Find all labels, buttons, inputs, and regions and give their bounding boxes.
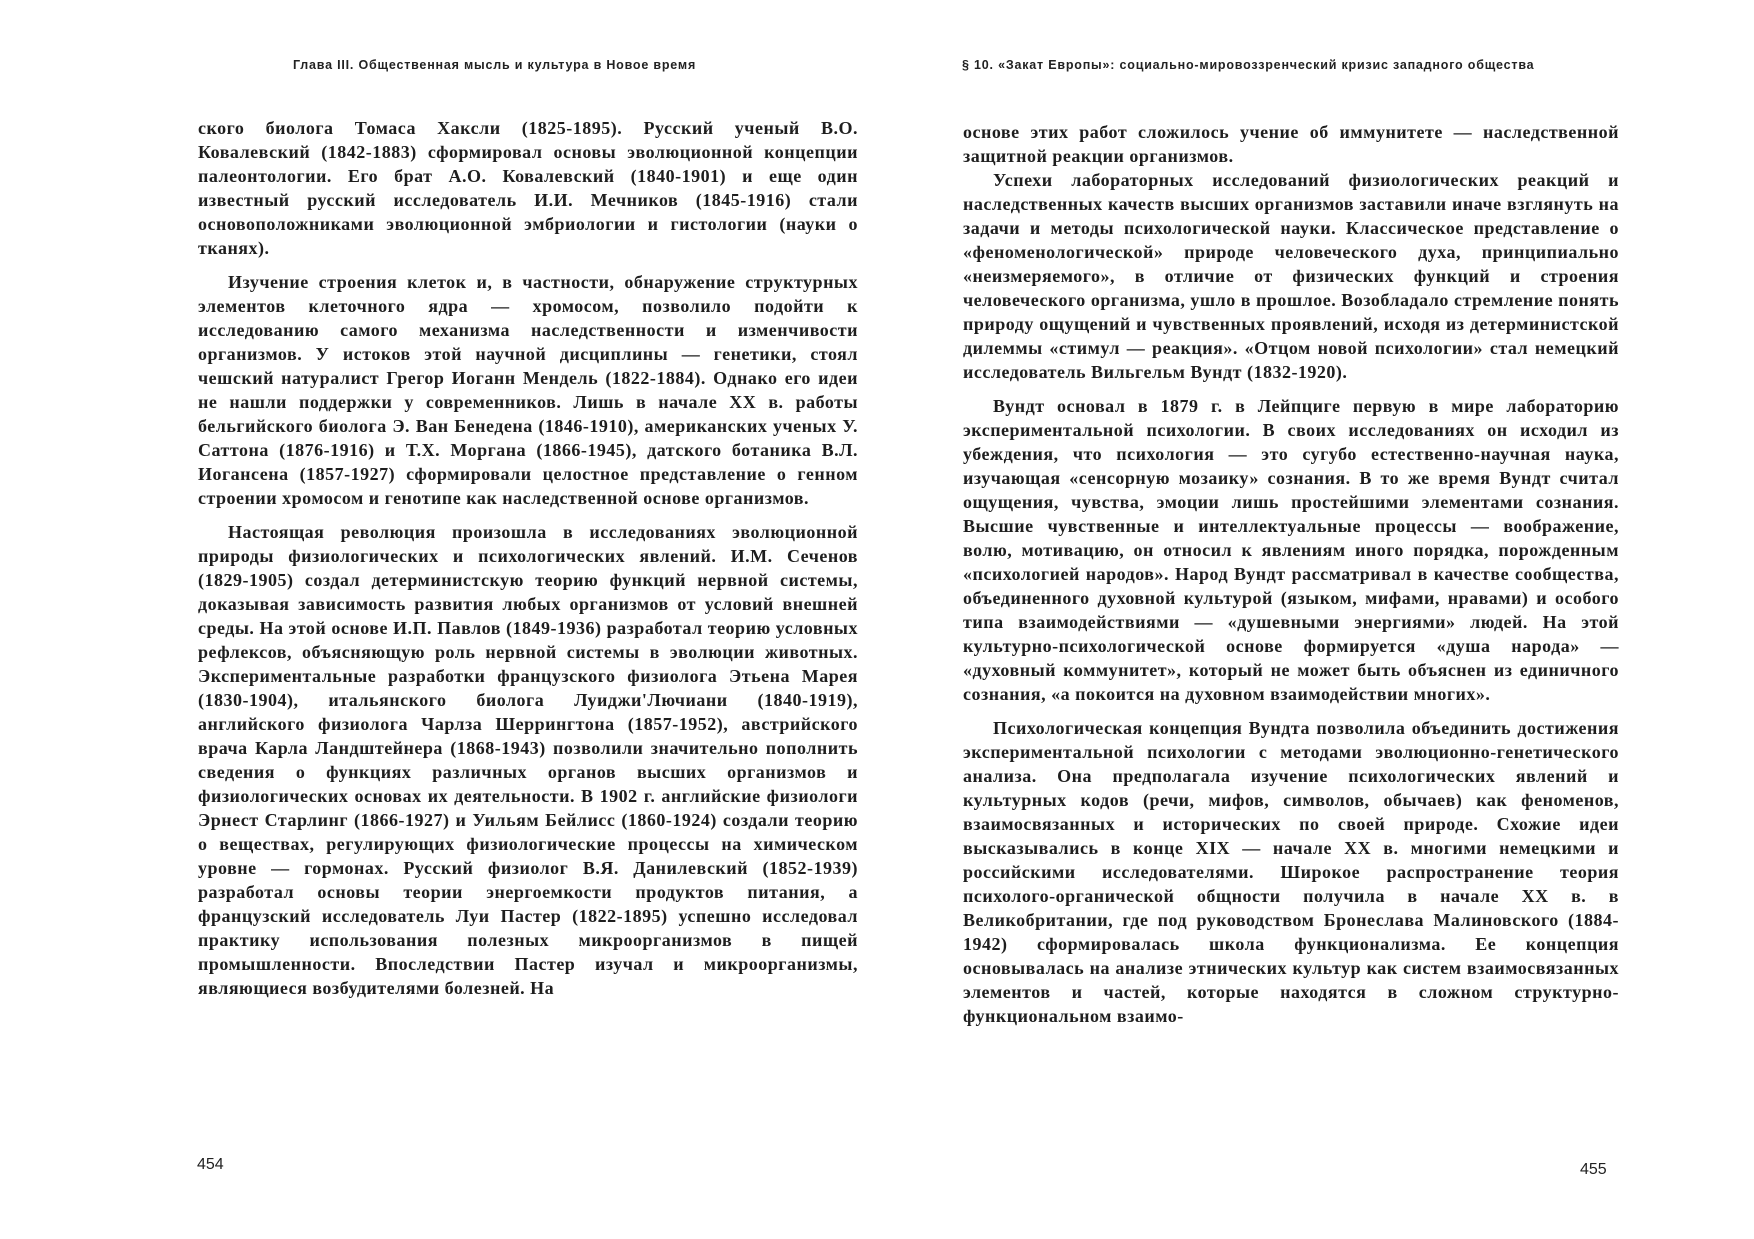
paragraph: ского биолога Томаса Хаксли (1825-1895). Русский ученый В.О. Ковалевский (1842-1883) сформировал основы эволюционной концепции палеонтологии. Его брат А.О. Ковалевский (1840-1901) и еще один известный русский исследователь И.И. Мечников (1845-1916) стали основоположниками эволюционной эмбриологии и гистологии (науки о тканях). bbox=[198, 118, 858, 258]
page-number-right: 455 bbox=[1580, 1161, 1607, 1178]
paragraph: основе этих работ сложилось учение об иммунитете — наследственной защитной реакции организмов. bbox=[963, 122, 1619, 166]
paragraph: Психологическая концепция Вундта позволила объединить достижения экспериментальной психологии с методами эволюционно-генетического анализа. Она предполагала изучение психологических явлений и культурных кодов (речи, мифов, символов, обычаев) как феноменов, взаимосвязанных и исторических по своей природе. Схожие идеи высказывались в конце XIX — начале XX в. многими немецкими и российскими исследователями. Широкое распространение теория психолого-органической общности получила в начале XX в. в Великобритании, где под руководством Бронеслава Малиновского (1884-1942) сформировалась школа функционализма. Ее концепция основывалась на анализе этнических культур как систем взаимосвязанных элементов и частей, которые находятся в сложном структурно-функциональном взаимо- bbox=[963, 718, 1619, 1026]
paragraph: Успехи лабораторных исследований физиологических реакций и наследственных качеств высших организмов заставили иначе взглянуть на задачи и методы психологической науки. Классическое представление о «феноменологической» природе человеческого духа, принципиально «неизмеряемого», в отличие от физических функций и строения человеческого организма, ушло в прошлое. Возобладало стремление понять природу ощущений и чувственных проявлений, исходя из детерминистской дилеммы «стимул — реакция». «Отцом новой психологии» стал немецкий исследователь Вильгельм Вундт (1832-1920). bbox=[963, 170, 1619, 382]
body-text-left bbox=[198, 116, 858, 1000]
body-text-right bbox=[963, 120, 1619, 1028]
paragraph: Изучение строения клеток и, в частности, обнаружение структурных элементов клеточного ядра — хромосом, позволило подойти к исследованию самого механизма наследственности и изменчивости организмов. У истоков этой научной дисциплины — генетики, стоял чешский натуралист Грегор Иоганн Мендель (1822-1884). Однако его идеи не нашли поддержки у современников. Лишь в начале XX в. работы бельгийского биолога Э. Ван Бенедена (1846-1910), американских ученых У. Саттона (1876-1916) и Т.Х. Моргана (1866-1945), датского ботаника В.Л. Иогансена (1857-1927) сформировали целостное представление о генном строении хромосом и генотипе как наследственной основе организмов. bbox=[198, 272, 858, 508]
paragraph: Вундт основал в 1879 г. в Лейпциге первую в мире лабораторию экспериментальной психологии. В своих исследованиях он исходил из убеждения, что психология — это сугубо естественно-научная наука, изучающая «сенсорную мозаику» сознания. В то же время Вундт считал ощущения, чувства, эмоции лишь простейшими элементами сознания. Высшие чувственные и интеллектуальные процессы — воображение, волю, мотивацию, он относил к явлениям иного порядка, порожденным «психологией народов». Народ Вундт рассматривал в качестве сообщества, объединенного духовной культурой (языком, мифами, нравами) и особого типа взаимодействиями — «душевными энергиями» людей. На этой культурно-психологической основе формируется «душа народа» — «духовный коммунитет», который не может быть объяснен из единичного сознания, «а покоится на духовном взаимодействии многих». bbox=[963, 396, 1619, 704]
running-head-left: Глава III. Общественная мысль и культура в Новое время bbox=[293, 58, 697, 72]
right-page bbox=[877, 0, 1754, 1239]
paragraph: Настоящая революция произошла в исследованиях эволюционной природы физиологических и психологических явлений. И.М. Сеченов (1829-1905) создал детерминистскую теорию функций нервной системы, доказывая зависимость развития любых организмов от условий внешней среды. На этой основе И.П. Павлов (1849-1936) разработал теорию условных рефлексов, объясняющую роль нервной системы в эволюции животных. Экспериментальные разработки французского физиолога Этьена Марея (1830-1904), итальянского биолога Луиджи'Лючиани (1840-1919), английского физиолога Чарлза Шеррингтона (1857-1952), австрийского врача Карла Ландштейнера (1868-1943) позволили значительно пополнить сведения о функциях различных органов высших организмов и физиологических основах их деятельности. В 1902 г. английские физиологи Эрнест Старлинг (1866-1927) и Уильям Бейлисс (1860-1924) создали теорию о веществах, регулирующих физиологические процессы на химическом уровне — гормонах. Русский физиолог В.Я. Данилевский (1852-1939) разработал основы теории энергоемкости продуктов питания, а французский исследователь Луи Пастер (1822-1895) успешно исследовал практику использования полезных микроорганизмов в пищей промышленности. Впоследствии Пастер изучал и микроорганизмы, являющиеся возбудителями болезней. На bbox=[198, 522, 858, 998]
running-head-right: § 10. «Закат Европы»: социально-мировоззренческий кризис западного общества bbox=[962, 58, 1535, 72]
page-number-left: 454 bbox=[197, 1156, 224, 1173]
